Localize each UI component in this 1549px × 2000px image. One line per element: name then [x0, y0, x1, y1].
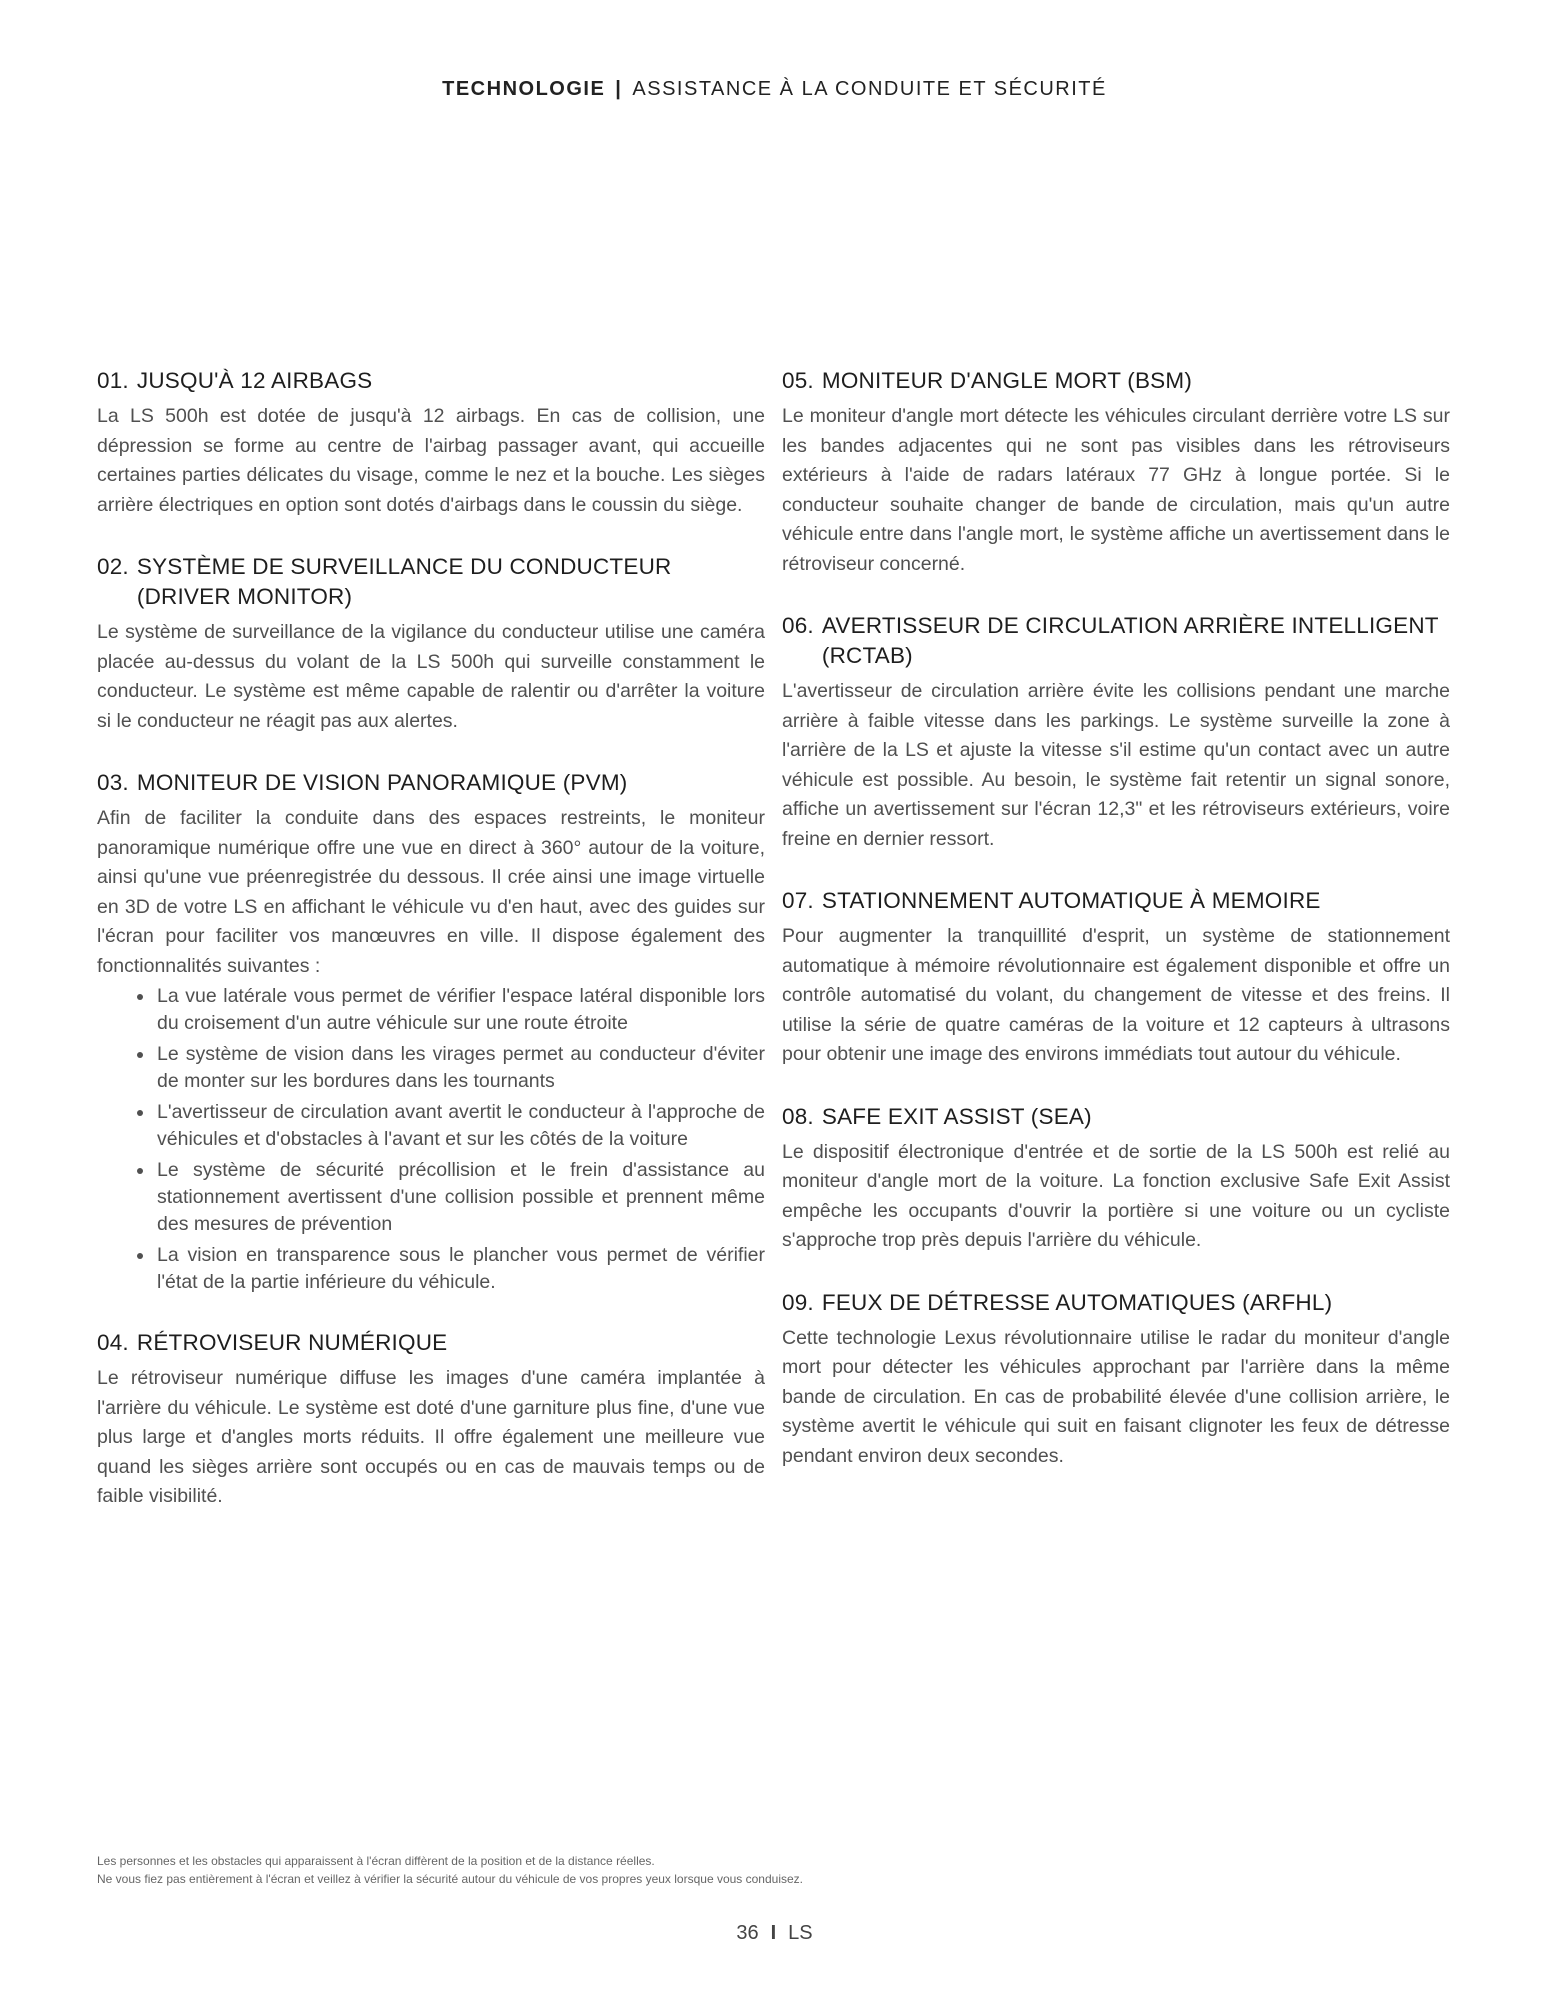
- section-heading: [782, 366, 1450, 396]
- footer-separator: I: [770, 1922, 777, 1944]
- page-number: 36: [736, 1922, 759, 1944]
- section-heading: [97, 552, 765, 612]
- section-number: 06.: [782, 613, 814, 638]
- header-subsection: ASSISTANCE À LA CONDUITE ET SÉCURITÉ: [632, 78, 1107, 100]
- header-separator: |: [615, 78, 623, 100]
- section-heading: [782, 886, 1450, 916]
- bullet-icon: [137, 1052, 143, 1058]
- section-heading: [97, 768, 765, 798]
- bullet-icon: [137, 994, 143, 1000]
- list-item-text: La vision en transparence sous le plancher vous permet de vérifier l'état de la partie inférieure du véhicule.: [157, 1244, 765, 1293]
- bullet-icon: [137, 1110, 143, 1116]
- list-item-text: L'avertisseur de circulation avant avertit le conducteur à l'approche de véhicules et d'obstacles à l'avant et sur les côtés de la voiture: [157, 1101, 765, 1150]
- list-item: [97, 983, 765, 1037]
- section-body: Cette technologie Lexus révolutionnaire utilise le radar du moniteur d'angle mort pour détecter les véhicules approchant par l'arrière dans la même bande de circulation. En cas de probabilité élevée d'une collision arrière, le système avertit le véhicule qui suit en faisant clignoter les feux de détresse pendant environ deux secondes.: [782, 1326, 1450, 1467]
- section-hazard-lights: [782, 1288, 1450, 1472]
- section-auto-parking: [782, 886, 1450, 1070]
- footnote: [97, 1852, 1197, 1888]
- section-body: Le moniteur d'angle mort détecte les véhicules circulant derrière votre LS sur les bandes adjacentes qui ne sont pas visibles dans les rétroviseurs extérieurs à l'aide de radars latéraux 77 GHz à longue portée. Si le conducteur souhaite changer de bande de circulation, mais qu'un autre véhicule entre dans l'angle mort, le système affiche un avertissement dans le rétroviseur concerné.: [782, 405, 1450, 575]
- footnote-line: Les personnes et les obstacles qui apparaissent à l'écran diffèrent de la position et de la distance réelles.: [97, 1854, 655, 1868]
- feature-list: [97, 983, 765, 1296]
- section-number: 07.: [782, 888, 814, 913]
- left-column: [97, 366, 765, 1544]
- section-heading: [782, 1102, 1450, 1132]
- section-heading: [782, 1288, 1450, 1318]
- footer-model: LS: [788, 1922, 813, 1944]
- section-title: MONITEUR DE VISION PANORAMIQUE (PVM): [136, 770, 628, 795]
- page-footer: [0, 1922, 1549, 1945]
- list-item: [97, 1157, 765, 1238]
- bullet-icon: [137, 1168, 143, 1174]
- list-item-text: La vue latérale vous permet de vérifier l'espace latéral disponible lors du croisement d'un autre véhicule sur une route étroite: [157, 985, 765, 1034]
- page-header: [0, 78, 1549, 101]
- bullet-icon: [137, 1253, 143, 1259]
- section-body: La LS 500h est dotée de jusqu'à 12 airbags. En cas de collision, une dépression se forme au centre de l'airbag passager avant, qui accueille certaines parties délicates du visage, comme le nez et la bouche. Les sièges arrière électriques en option sont dotés d'airbags dans le coussin du siège.: [97, 405, 765, 516]
- section-number: 08.: [782, 1103, 814, 1129]
- section-number: 04.: [97, 1330, 129, 1355]
- section-driver-monitor: [97, 552, 765, 736]
- section-title: RÉTROVISEUR NUMÉRIQUE: [136, 1330, 448, 1355]
- section-body: Le rétroviseur numérique diffuse les images d'une caméra implantée à l'arrière du véhicule. Le système est doté d'une garniture plus fine, d'une vue plus large et d'angles morts réduits. Il offre également une meilleure vue quand les sièges arrière sont occupés ou en cas de mauvais temps ou de faible visibilité.: [97, 1367, 765, 1507]
- section-heading: [97, 1328, 765, 1358]
- section-number: 09.: [782, 1289, 814, 1315]
- section-blind-spot: [782, 366, 1450, 579]
- section-title: SYSTÈME DE SURVEILLANCE DU CONDUCTEUR (DRIVER MONITOR): [136, 554, 672, 609]
- section-title: MONITEUR D'ANGLE MORT (BSM): [821, 368, 1193, 393]
- list-item: [97, 1242, 765, 1296]
- section-title: STATIONNEMENT AUTOMATIQUE À MEMOIRE: [821, 888, 1321, 913]
- section-body: Le système de surveillance de la vigilance du conducteur utilise une caméra placée au-dessus du volant de la LS 500h qui surveille constamment le conducteur. Le système est même capable de ralentir ou d'arrêter la voiture si le conducteur ne réagit pas aux alertes.: [97, 621, 765, 732]
- section-airbags: [97, 366, 765, 520]
- section-panoramic-view: [97, 768, 765, 1296]
- header-section: TECHNOLOGIE: [442, 78, 606, 100]
- section-title: FEUX DE DÉTRESSE AUTOMATIQUES (ARFHL): [821, 1289, 1333, 1315]
- section-title: JUSQU'À 12 AIRBAGS: [136, 368, 373, 393]
- section-number: 03.: [97, 770, 129, 795]
- list-item-text: Le système de sécurité précollision et le frein d'assistance au stationnement avertissent d'une collision possible et prennent même des mesures de prévention: [157, 1159, 765, 1235]
- footnote-line: Ne vous fiez pas entièrement à l'écran et veillez à vérifier la sécurité autour du véhicule de vos propres yeux lorsque vous conduisez.: [97, 1872, 803, 1886]
- section-title: SAFE EXIT ASSIST (SEA): [821, 1103, 1092, 1129]
- section-title: AVERTISSEUR DE CIRCULATION ARRIÈRE INTELLIGENT (RCTAB): [821, 613, 1439, 668]
- list-item-text: Le système de vision dans les virages permet au conducteur d'éviter de monter sur les bordures dans les tournants: [157, 1043, 765, 1092]
- list-item: [97, 1041, 765, 1095]
- section-body: L'avertisseur de circulation arrière évite les collisions pendant une marche arrière à faible vitesse dans les parkings. Le système surveille la zone à l'arrière de la LS et ajuste la vitesse s'il estime qu'un contact avec un autre véhicule est possible. Au besoin, le système fait retentir un signal sonore, affiche un avertissement sur l'écran 12,3" et les rétroviseurs extérieurs, voire freine en dernier ressort.: [782, 680, 1450, 850]
- list-item: [97, 1099, 765, 1153]
- section-rear-cross-traffic: [782, 611, 1450, 854]
- section-digital-mirror: [97, 1328, 765, 1512]
- section-safe-exit: [782, 1102, 1450, 1256]
- section-body: Afin de faciliter la conduite dans des espaces restreints, le moniteur panoramique numérique offre une vue en direct à 360° autour de la voiture, ainsi qu'une vue préenregistrée du dessous. Il crée ainsi une image virtuelle en 3D de votre LS en affichant le véhicule vu d'en haut, avec des guides sur l'écran pour faciliter vos manœuvres en ville. Il dispose également des fonctionnalités suivantes :: [97, 807, 765, 977]
- section-heading: [97, 366, 765, 396]
- section-number: 05.: [782, 368, 814, 393]
- section-body: Pour augmenter la tranquillité d'esprit, un système de stationnement automatique à mémoire révolutionnaire est également disponible et offre un contrôle automatisé du volant, du changement de vitesse et des freins. Il utilise la série de quatre caméras de la voiture et 12 capteurs à ultrasons pour obtenir une image des environs immédiats tout autour du véhicule.: [782, 925, 1450, 1065]
- section-number: 01.: [97, 368, 129, 393]
- section-body: Le dispositif électronique d'entrée et de sortie de la LS 500h est relié au moniteur d'angle mort de la voiture. La fonction exclusive Safe Exit Assist empêche les occupants d'ouvrir la portière si une voiture ou un cycliste s'approche trop près depuis l'arrière du véhicule.: [782, 1140, 1450, 1251]
- section-heading: [782, 611, 1450, 671]
- section-number: 02.: [97, 554, 129, 579]
- right-column: [782, 366, 1450, 1503]
